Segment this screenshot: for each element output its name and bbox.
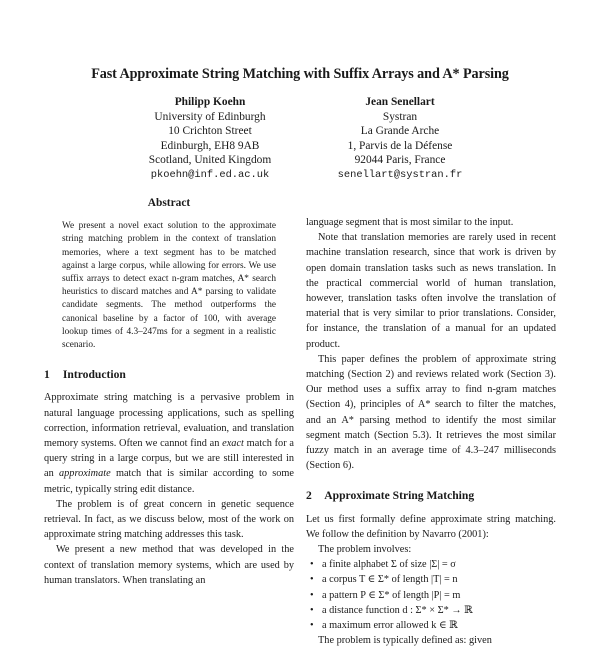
section-heading-approximate-string-matching	[306, 488, 556, 503]
list-item	[310, 618, 556, 633]
section-number: 1	[44, 368, 50, 382]
section-number: 2	[306, 489, 312, 503]
author-email: pkoehn@inf.ed.ac.uk	[150, 168, 270, 181]
author-affiliation-line: Systran	[382, 110, 418, 123]
paragraph: Let us first formally define approximate string matching. We follow the definition by Navarro (2001):	[306, 513, 556, 540]
list-item	[310, 572, 556, 587]
bullet-icon: •	[310, 574, 314, 586]
paragraph: The problem is typically defined as: given	[318, 635, 492, 647]
list-item	[310, 588, 556, 603]
paper-title: Fast Approximate String Matching with Suffix Arrays and A* Parsing	[91, 66, 509, 82]
section-title: Introduction	[62, 368, 126, 382]
section-title: Approximate String Matching	[324, 489, 475, 503]
list-item-text: a maximum error allowed k ∈ ℝ	[322, 620, 458, 632]
bullet-icon: •	[310, 620, 314, 632]
list-item-text: a finite alphabet Σ of size |Σ| = σ	[322, 559, 456, 571]
list-item	[310, 557, 556, 572]
abstract-heading: Abstract	[147, 197, 191, 209]
text-run: Approximate string matching is a pervasive problem in natural language processing applications, such as spelling correction, information retrieval, evaluation, and translation memory systems. Often we cannot find an	[44, 392, 294, 450]
paragraph: This paper defines the problem of approximate string matching (Section 2) and reviews related work (Section 3). Our method uses a suffix array to find n-gram matches (Section 4), principles of A* search to filter the matches, and an A* parsing method to identify the most similar segment match (Section 5.3). It retrieves the most similar fuzzy match in an average time of 4.3–247 milliseconds (Section 6).	[306, 353, 556, 472]
author-name: Philipp Koehn	[174, 96, 246, 108]
paragraph: Note that translation memories are rarely used in recent machine translation research, since that work is driven by open domain translation tasks such as news translation. In the practical commercial world of human translation, however, translation tasks often involve the translation of material that is very similar to prior translations. Consider, for instance, the translation of a manual for an updated product.	[306, 232, 556, 350]
author-affiliation-line: 1, Parvis de la Défense	[347, 139, 453, 152]
bullet-icon: •	[310, 604, 314, 616]
list-item-text: a corpus T ∈ Σ* of length |T| = n	[322, 574, 458, 586]
emphasis-text: approximate	[59, 468, 111, 480]
paragraph: We present a new method that was developed in the context of translation memory systems, which are used by human translators. When translating an	[44, 544, 294, 586]
abstract-text: We present a novel exact solution to the approximate string matching problem in the context of translation memories, where a text segment has to be matched against a large corpus, while allowing for errors. We use suffix arrays to detect exact n-gram matches, A* search heuristics to discard matches and A* parsing to validate candidate segments. The method outperforms the canonical baseline by a factor of 100, with average lookup times of 4.3–247ms for a segment in a realistic scenario.	[62, 221, 276, 351]
section-heading-introduction	[44, 367, 294, 382]
author-name: Jean Senellart	[365, 96, 435, 108]
list-item-text: a pattern P ∈ Σ* of length |P| = m	[322, 589, 461, 601]
text-run: match for a query string in a large corpus, but we are still interested in an	[44, 438, 294, 480]
paragraph	[44, 390, 294, 496]
definition-list	[310, 557, 556, 633]
right-column	[306, 215, 556, 648]
author-affiliation-line: University of Edinburgh	[154, 110, 266, 123]
paragraph: The problem is of great concern in genetic sequence retrieval. In fact, as we discuss below, most of the work on approximate string matching addresses this task.	[44, 498, 294, 541]
author-affiliation-line: 92044 Paris, France	[354, 154, 446, 167]
author-affiliation-line: 10 Crichton Street	[168, 125, 252, 138]
list-item	[310, 603, 556, 618]
author-affiliation-line: Edinburgh, EH8 9AB	[160, 139, 260, 152]
author-email: senellart@systran.fr	[337, 168, 463, 181]
paragraph: The problem involves:	[318, 544, 412, 556]
bullet-icon: •	[310, 559, 314, 571]
text-run: match that is similar according to some metric, typically string edit distance.	[44, 468, 294, 495]
author-affiliation-line: Scotland, United Kingdom	[148, 154, 272, 167]
author-block-koehn	[100, 95, 320, 183]
list-item-text: a distance function d : Σ* × Σ* → ℝ	[322, 604, 473, 616]
emphasis-text: exact	[222, 438, 244, 450]
author-affiliation-line: La Grande Arche	[360, 125, 440, 138]
author-block-senellart	[290, 95, 510, 183]
bullet-icon: •	[310, 589, 314, 601]
left-column	[44, 196, 294, 588]
paragraph: language segment that is most similar to the input.	[306, 217, 514, 228]
